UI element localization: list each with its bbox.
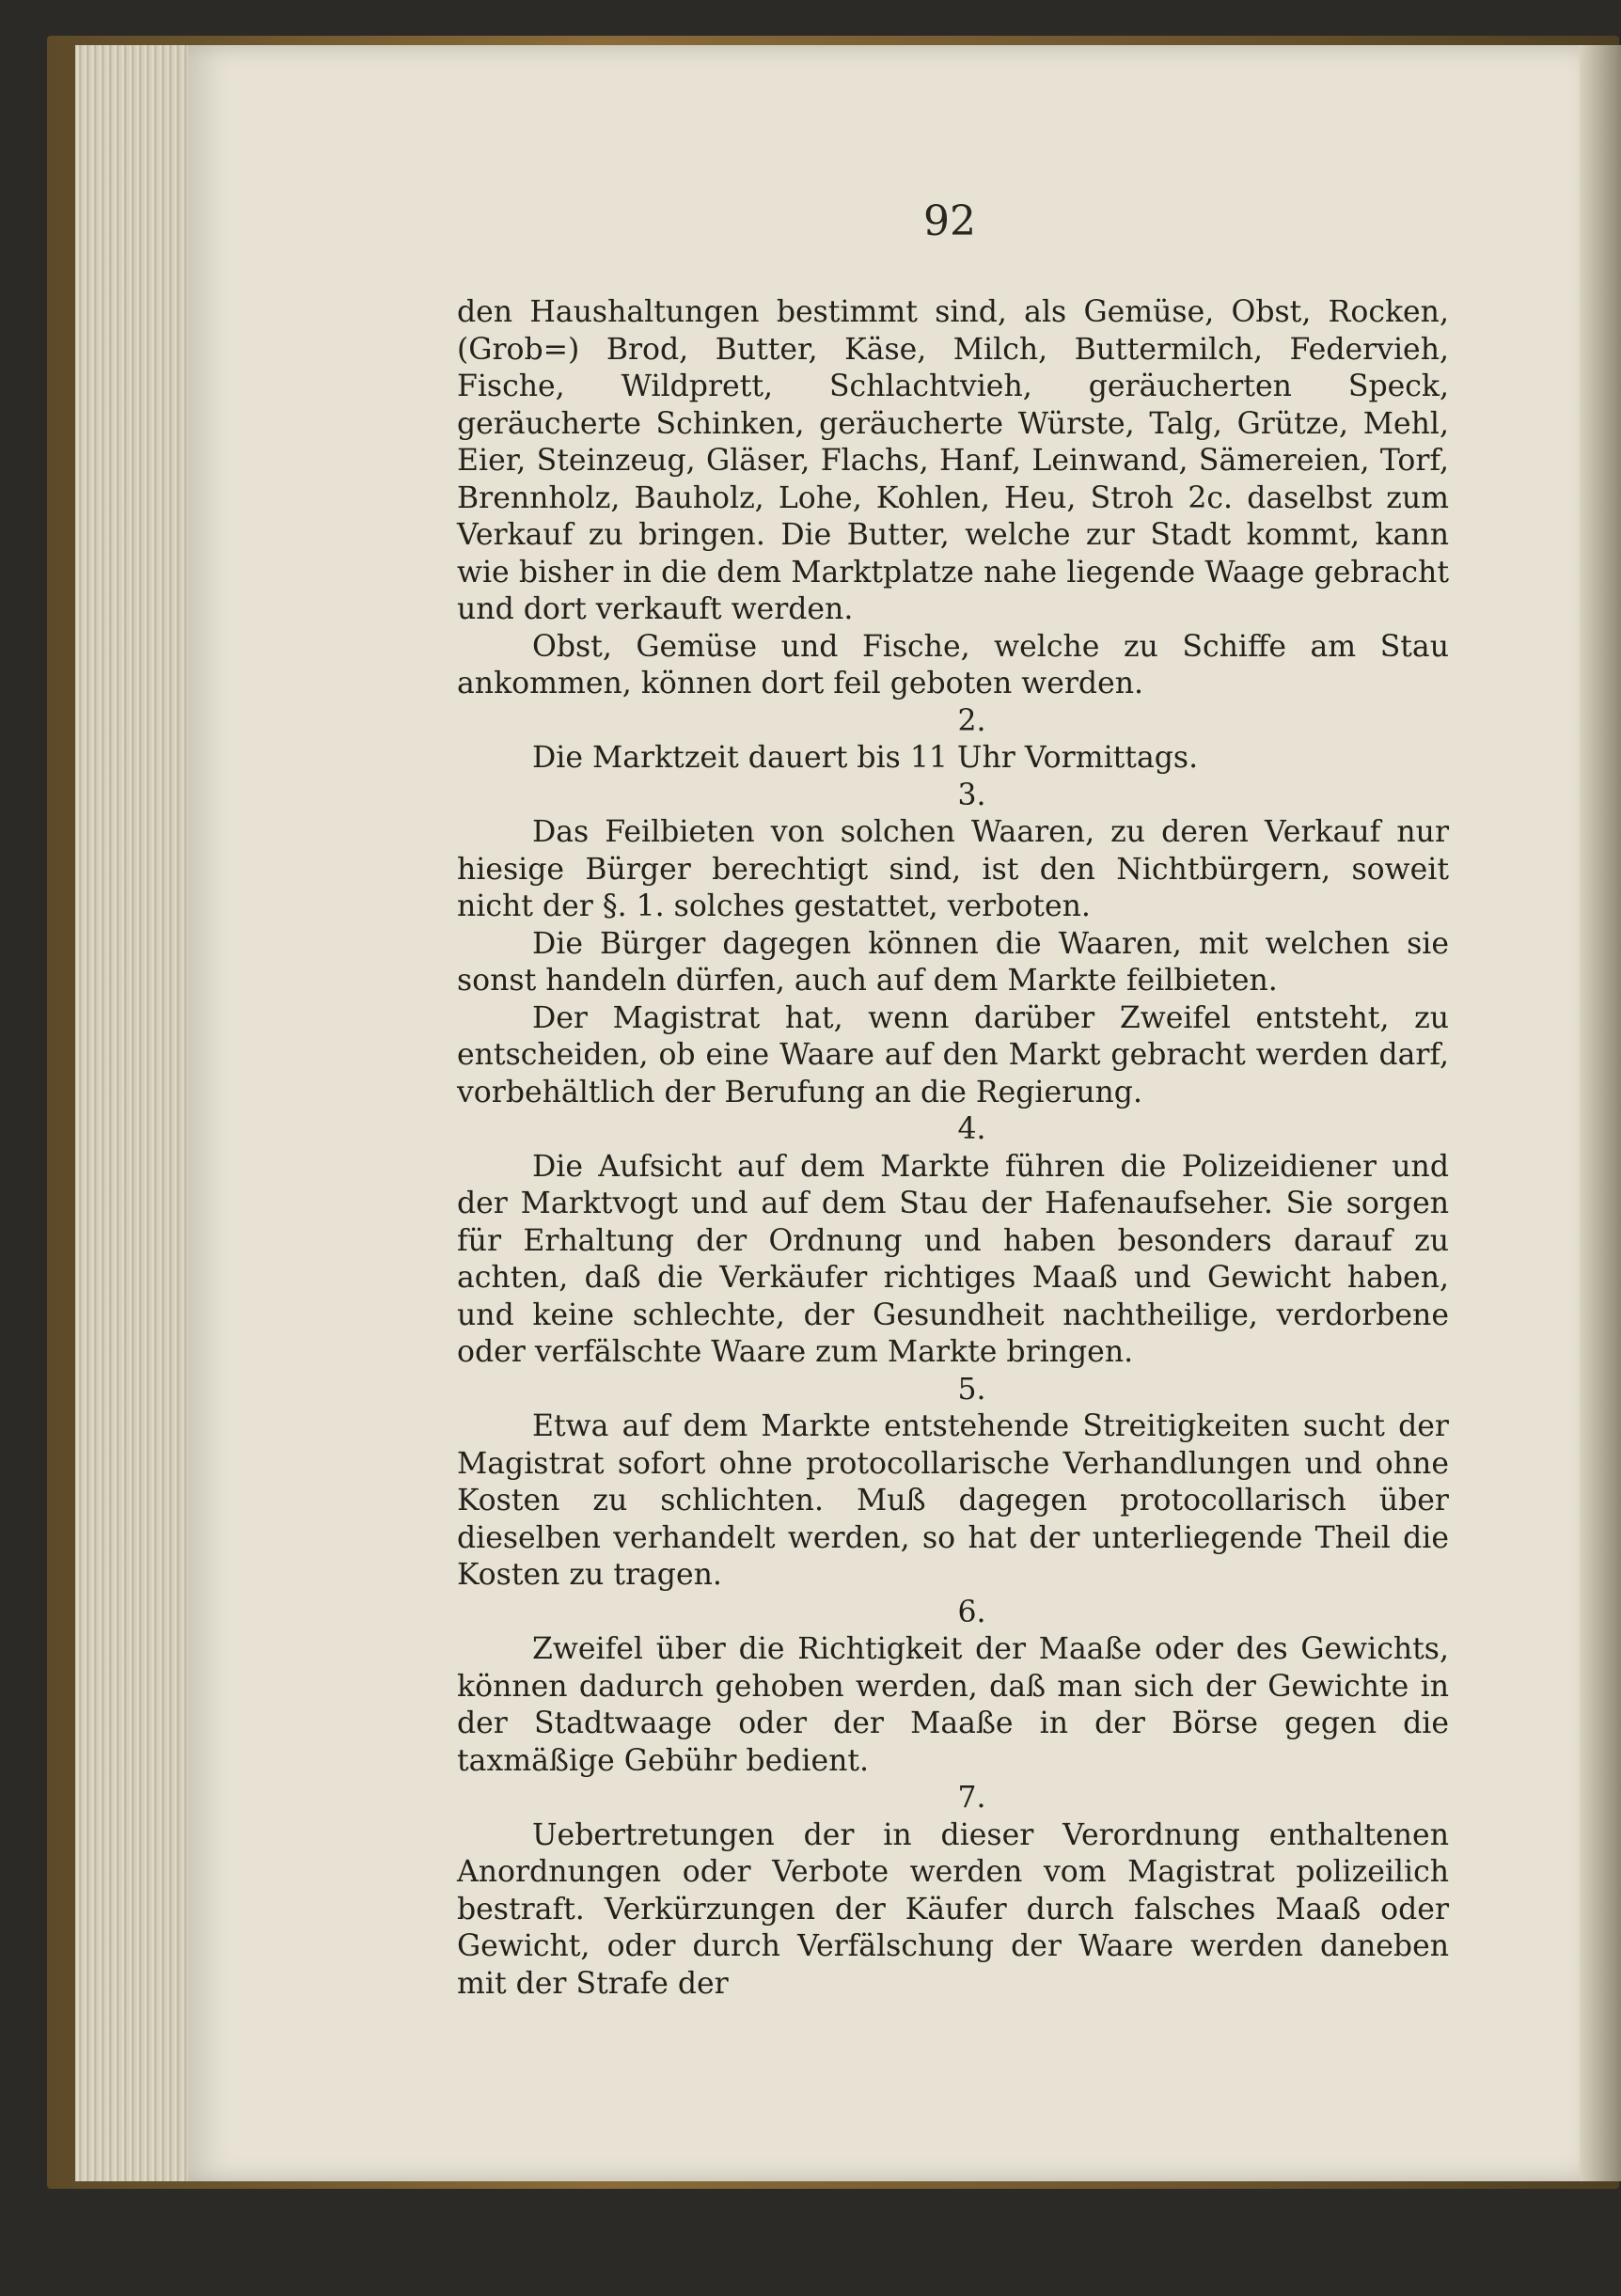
- section-number: 4.: [957, 1112, 986, 1146]
- paragraph: Die Aufsicht auf dem Markte führen die Polizeidiener und der Marktvogt und auf dem Stau der Hafenaufseher. Sie sorgen für Erhaltung der Ordnung und haben besonders darauf zu achten, daß die Verkäufer richtiges Maaß und Gewicht haben, und keine schlechte, der Gesundheit nachtheilige, verdorbene oder verfälschte Waare zum Markte bringen.: [457, 1149, 1449, 1369]
- paragraph: Obst, Gemüse und Fische, welche zu Schiffe am Stau ankommen, können dort feil geboten werden.: [457, 629, 1449, 700]
- section-number: 2.: [957, 703, 986, 738]
- paragraph: Uebertretungen der in dieser Verordnung enthaltenen Anordnungen oder Verbote werden vom Magistrat polizeilich bestraft. Verkürzungen der Käufer durch falsches Maaß oder Gewicht, oder durch Verfälschung der Waare werden daneben mit der Strafe der: [457, 1817, 1449, 2001]
- paragraph: Der Magistrat hat, wenn darüber Zweifel entsteht, zu entscheiden, ob eine Waare auf den Markt gebracht werden darf, vorbehältlich der Berufung an die Regierung.: [457, 1000, 1449, 1109]
- section-number: 5.: [957, 1372, 986, 1407]
- page-number: 92: [923, 197, 976, 245]
- page-edges: [75, 45, 193, 2181]
- paragraph: Zweifel über die Richtigkeit der Maaße oder des Gewichts, können dadurch gehoben werden, daß man sich der Gewichte in der Stadtwaage oder der Maaße in der Börse gegen die taxmäßige Gebühr bedient.: [457, 1632, 1449, 1778]
- paragraph: Etwa auf dem Markte entstehende Streitigkeiten sucht der Magistrat sofort ohne protocollarische Verhandlungen und ohne Kosten zu schlichten. Muß dagegen protocollarisch über dieselben verhandelt werden, so hat der unterliegende Theil die Kosten zu tragen.: [457, 1409, 1449, 1592]
- paragraph: den Haushaltungen bestimmt sind, als Gemüse, Obst, Rocken, (Grob=) Brod, Butter, Käse, Milch, Buttermilch, Federvieh, Fische, Wildprett, Schlachtvieh, geräucherten Speck, geräucherte Schinken, geräucherte Würste, Talg, Grütze, Mehl, Eier, Steinzeug, Gläser, Flachs, Hanf, Leinwand, Sämereien, Torf, Brennholz, Bauholz, Lohe, Kohlen, Heu, Stroh 2c. daselbst zum Verkauf zu bringen. Die Butter, welche zur Stadt kommt, kann wie bisher in die dem Marktplatze nahe liegende Waage gebracht und dort verkauft werden.: [457, 295, 1449, 626]
- section-number: 3.: [957, 778, 986, 812]
- paragraph: Die Bürger dagegen können die Waaren, mit welchen sie sonst handeln dürfen, auch auf dem Markte feilbieten.: [457, 926, 1449, 998]
- paragraph: Die Marktzeit dauert bis 11 Uhr Vormittags.: [532, 741, 1199, 775]
- paragraph: Das Feilbieten von solchen Waaren, zu deren Verkauf nur hiesige Bürger berechtigt sind, ist den Nichtbürgern, soweit nicht der §. 1. solches gestattet, verboten.: [457, 815, 1449, 923]
- section-number: 6.: [957, 1595, 986, 1629]
- page-text: [457, 294, 1449, 2003]
- page-gutter: [1580, 45, 1621, 2181]
- section-number: 7.: [957, 1781, 986, 1815]
